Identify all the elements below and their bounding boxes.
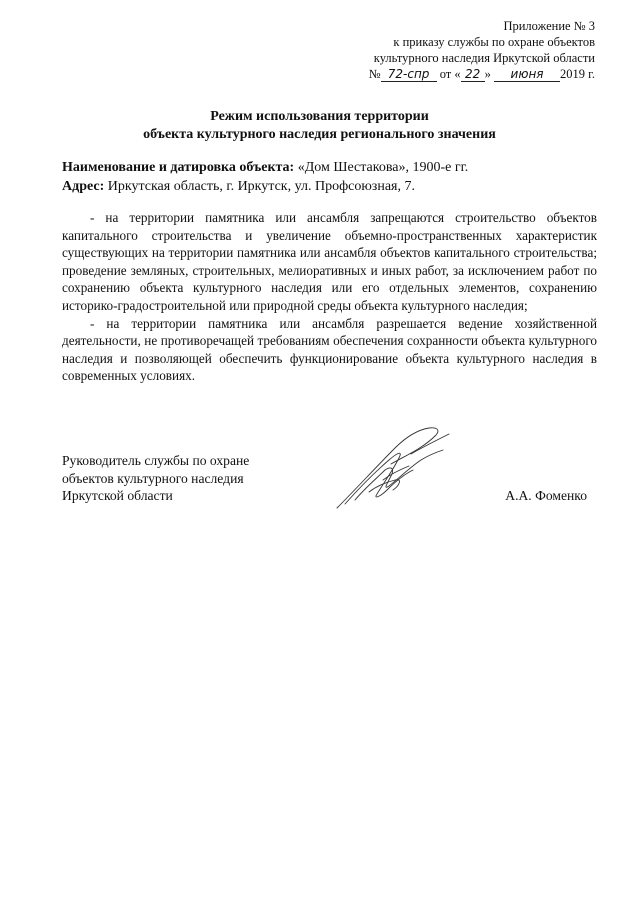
document-title — [0, 108, 639, 144]
appendix-authority-line: культурного наследия Иркутской области — [373, 51, 595, 65]
signatory-line-2: объектов культурного наследия — [62, 470, 244, 486]
day-field — [461, 68, 485, 82]
signatory-position — [62, 452, 249, 505]
signatory-line-1: Руководитель службы по охране — [62, 453, 250, 468]
title-line-2: объекта культурного наследия регионального значения — [143, 127, 496, 142]
number-prefix: № — [368, 67, 381, 81]
year-text: 2019 г. — [560, 67, 595, 81]
appendix-number-date-line — [369, 66, 595, 82]
regime-text — [62, 209, 597, 385]
appendix-header — [369, 18, 595, 82]
object-info — [62, 158, 592, 196]
signatory-line-3: Иркутской области — [62, 488, 173, 503]
day-handwritten: 22 — [465, 67, 481, 81]
month-field — [494, 68, 560, 82]
signer-name: А.А. Фоменко — [505, 488, 587, 503]
object-name-value: «Дом Шестакова», 1900-е гг. — [294, 160, 469, 175]
appendix-order-line: к приказу службы по охране объектов — [393, 35, 595, 49]
object-name-label: Наименование и датировка объекта: — [62, 160, 295, 175]
object-address-value: Иркутская область, г. Иркутск, ул. Профсоюзная, 7. — [104, 179, 415, 194]
object-address-line — [62, 177, 592, 196]
object-address-label: Адрес: — [62, 179, 105, 194]
month-handwritten: июня — [510, 67, 544, 81]
date-mid: » — [484, 67, 491, 81]
date-prefix: от « — [439, 67, 461, 81]
regime-paragraph-permissions: - на территории памятника или ансамбля разрешается ведение хозяйственной деятельности, не противоречащей требованиям обеспечения сохранности объекта культурного наследия и позволяющей обеспечить функционирование объекта культурного наследия в современных условиях. — [62, 315, 597, 384]
order-number-handwritten: 72-спр — [387, 67, 430, 81]
regime-paragraph-prohibitions: - на территории памятника или ансамбля запрещаются строительство объектов капитального строительства и увеличение объемно-пространственных характеристик существующих на территории памятника или ансамбля объектов капитального строительства; проведение земляных, строительных, мелиоративных и иных работ, за исключением работ по сохранению объекта культурного наследия или его отдельных элементов, сохранению историко-градостроительной или природной среды объекта культурного наследия; — [62, 210, 597, 313]
object-name-line — [62, 158, 592, 177]
appendix-title: Приложение № 3 — [503, 19, 595, 33]
order-number-field — [381, 68, 437, 82]
handwritten-signature — [325, 420, 460, 515]
title-line-1: Режим использования территории — [210, 109, 429, 124]
